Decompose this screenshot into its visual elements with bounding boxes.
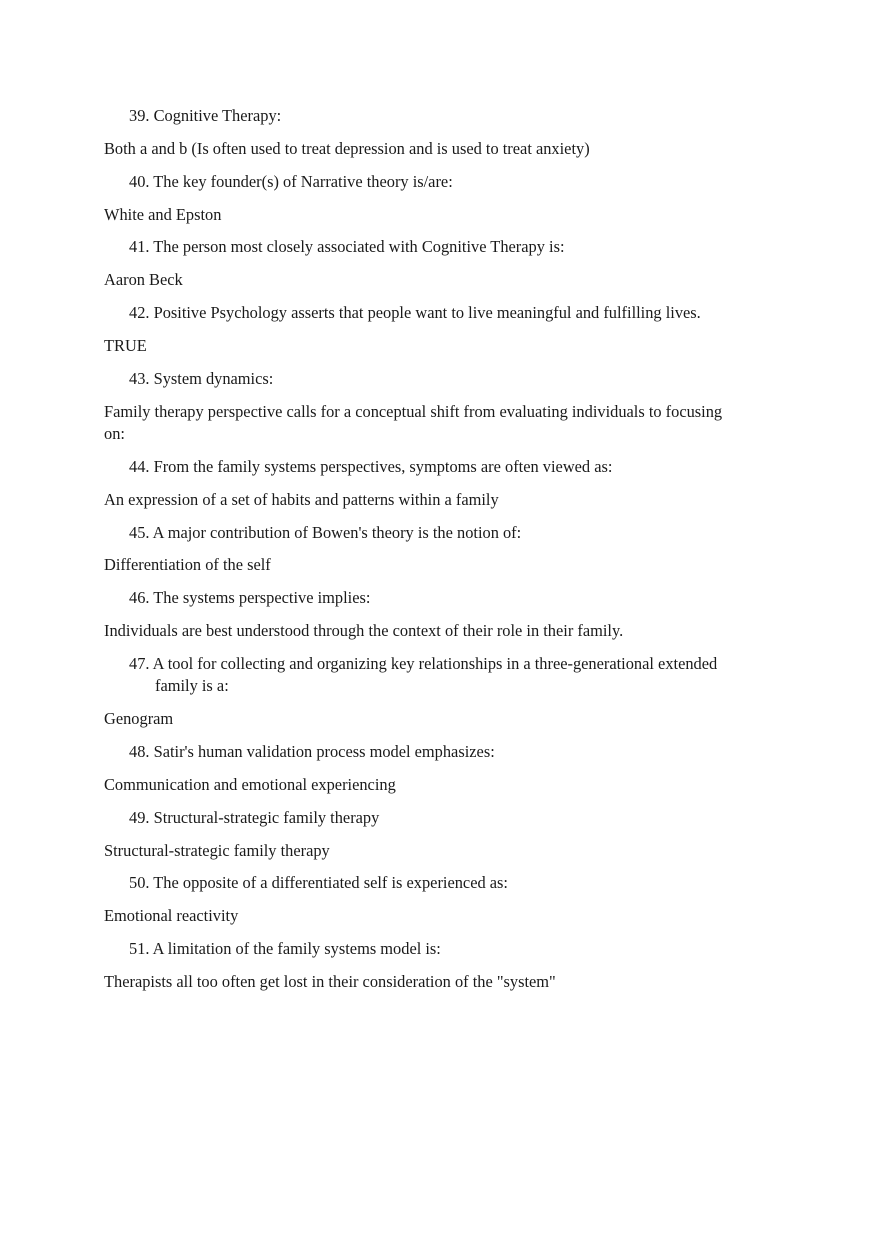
- answer-44: An expression of a set of habits and patterns within a family: [104, 490, 499, 509]
- question-45: 45. A major contribution of Bowen's theory is the notion of:: [129, 523, 522, 542]
- answer-51: Therapists all too often get lost in their consideration of the "system": [104, 972, 556, 991]
- answer-42: TRUE: [104, 336, 147, 355]
- question-48: 48. Satir's human validation process model emphasizes:: [129, 742, 495, 761]
- question-50: 50. The opposite of a differentiated self is experienced as:: [129, 873, 508, 892]
- question-47-line-1: 47. A tool for collecting and organizing key relationships in a three-generational extended: [129, 654, 718, 673]
- answer-49: Structural-strategic family therapy: [104, 841, 330, 860]
- question-44: 44. From the family systems perspectives, symptoms are often viewed as:: [129, 457, 613, 476]
- answer-50: Emotional reactivity: [104, 906, 239, 925]
- answer-46: Individuals are best understood through the context of their role in their family.: [104, 621, 624, 640]
- question-46: 46. The systems perspective implies:: [129, 588, 371, 607]
- question-43: 43. System dynamics:: [129, 369, 274, 388]
- question-42: 42. Positive Psychology asserts that people want to live meaningful and fulfilling lives.: [129, 303, 701, 322]
- answer-43-line-1: Family therapy perspective calls for a conceptual shift from evaluating individuals to focusing: [104, 402, 723, 421]
- question-41: 41. The person most closely associated with Cognitive Therapy is:: [129, 237, 565, 256]
- question-49: 49. Structural-strategic family therapy: [129, 808, 380, 827]
- question-40: 40. The key founder(s) of Narrative theory is/are:: [129, 172, 453, 191]
- answer-40: White and Epston: [104, 205, 222, 224]
- question-47-line-2: family is a:: [155, 676, 229, 695]
- question-51: 51. A limitation of the family systems model is:: [129, 939, 441, 958]
- answer-48: Communication and emotional experiencing: [104, 775, 396, 794]
- answer-43-line-2: on:: [104, 424, 125, 443]
- answer-41: Aaron Beck: [104, 270, 183, 289]
- answer-45: Differentiation of the self: [104, 555, 271, 574]
- question-39: 39. Cognitive Therapy:: [129, 106, 282, 125]
- answer-47: Genogram: [104, 709, 174, 728]
- answer-39: Both a and b (Is often used to treat depression and is used to treat anxiety): [104, 139, 590, 158]
